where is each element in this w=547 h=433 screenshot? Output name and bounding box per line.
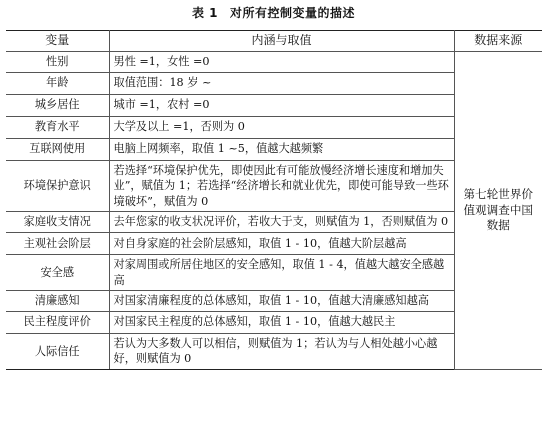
table-caption [0, 4, 547, 21]
variable-cell: 清廉感知 [6, 291, 109, 312]
control-variables-table [6, 30, 542, 370]
data-source-cell: 第七轮世界价值观调查中国数据 [454, 52, 542, 370]
header-source: 数据来源 [454, 31, 542, 52]
variable-cell: 性别 [6, 52, 109, 73]
variable-cell: 人际信任 [6, 333, 109, 369]
definition-cell: 对自身家庭的社会阶层感知，取值 1 - 10，值越大阶层越高 [109, 232, 454, 254]
variable-cell: 城乡居住 [6, 94, 109, 116]
definition-cell: 对国家清廉程度的总体感知，取值 1 - 10，值越大清廉感知越高 [109, 291, 454, 312]
table-header-row [6, 31, 542, 52]
header-variable: 变量 [6, 31, 109, 52]
variable-cell: 主观社会阶层 [6, 232, 109, 254]
variable-cell: 年龄 [6, 72, 109, 94]
definition-cell: 大学及以上 =1，否则为 0 [109, 116, 454, 138]
definition-cell: 男性 =1，女性 =0 [109, 52, 454, 73]
variable-cell: 安全感 [6, 254, 109, 290]
variable-cell: 教育水平 [6, 116, 109, 138]
definition-cell: 去年您家的收支状况评价，若收大于支，则赋值为 1，否则赋值为 0 [109, 212, 454, 233]
variable-cell: 环境保护意识 [6, 160, 109, 212]
definition-cell: 电脑上网频率，取值 1 ~5，值越大越频繁 [109, 138, 454, 160]
definition-cell: 取值范围：18 岁 ~ [109, 72, 454, 94]
table-title: 对所有控制变量的描述 [230, 6, 356, 20]
table-row [6, 52, 542, 73]
definition-cell: 若认为大多数人可以相信，则赋值为 1；若认为与人相处越小心越好，则赋值为 0 [109, 333, 454, 369]
definition-cell: 对家周围或所居住地区的安全感知，取值 1 - 4，值越大越安全感越高 [109, 254, 454, 290]
variable-cell: 民主程度评价 [6, 311, 109, 333]
header-definition: 内涵与取值 [109, 31, 454, 52]
definition-cell: 对国家民主程度的总体感知，取值 1 - 10，值越大越民主 [109, 311, 454, 333]
definition-cell: 若选择“环境保护优先，即使因此有可能放慢经济增长速度和增加失业”，赋值为 1；若选择“经济增长和就业优先，即使可能导致一些环境破坏”，赋值为 0 [109, 160, 454, 212]
table-number: 表 1 [191, 6, 218, 20]
variable-cell: 互联网使用 [6, 138, 109, 160]
variable-cell: 家庭收支情况 [6, 212, 109, 233]
definition-cell: 城市 =1，农村 =0 [109, 94, 454, 116]
